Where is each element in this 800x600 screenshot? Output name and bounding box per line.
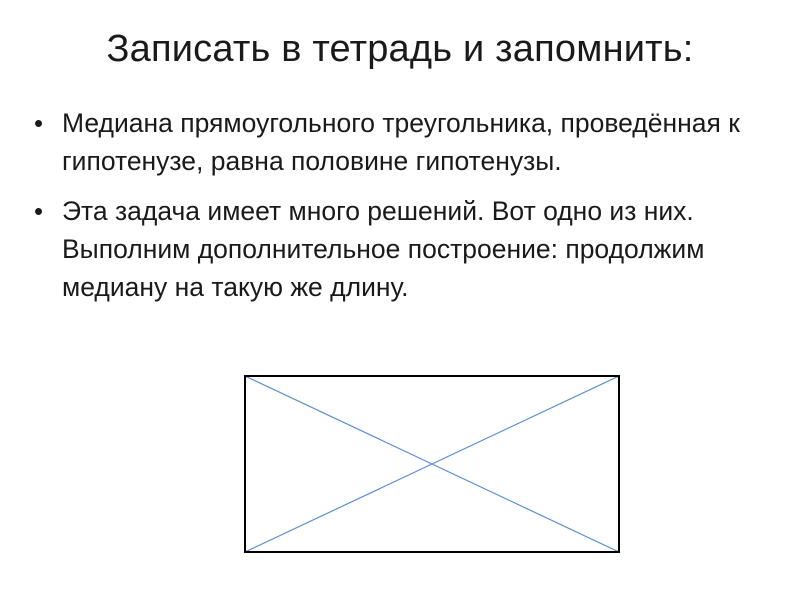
bullet-text: Медиана прямоугольного треугольника, проведённая к гипотенузе, равна половине гипотенузы. xyxy=(62,108,740,176)
rectangle-diagonals-figure xyxy=(244,375,620,553)
bullet-list xyxy=(34,104,754,318)
slide-title: Записать в тетрадь и запомнить: xyxy=(106,28,694,70)
bullet-marker: • xyxy=(34,196,44,226)
bullet-text: Эта задача имеет много решений. Вот одно из них. Выполним дополнительное построение: продолжим медиану на такую же длину. xyxy=(62,196,705,302)
bullet-item xyxy=(34,192,754,306)
bullet-item xyxy=(34,104,754,180)
bullet-marker: • xyxy=(34,108,44,138)
